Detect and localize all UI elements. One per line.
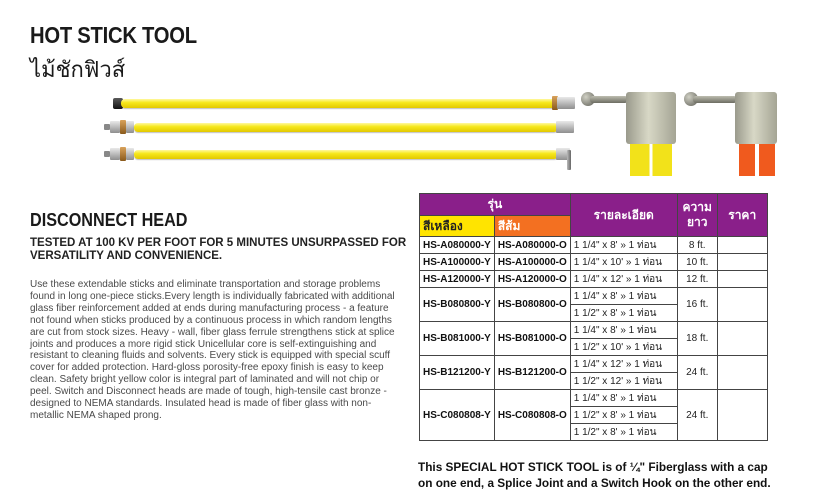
tested-statement: TESTED AT 100 KV PER FOOT FOR 5 MINUTES UNSURPASSED FOR VERSATILITY AND CONVENIENCE. [30, 237, 407, 262]
detail-cell: 1 1/4" x 12' » 1 ท่อน [570, 271, 677, 288]
price-cell [717, 254, 767, 271]
detail-cell: 1 1/4" x 8' » 1 ท่อน [570, 322, 677, 339]
price-cell [717, 237, 767, 254]
length-cell: 24 ft. [677, 390, 717, 441]
switch-hook [567, 150, 571, 170]
table-row [420, 390, 768, 407]
price-cell [717, 288, 767, 322]
orange-code: HS-A100000-O [494, 254, 570, 271]
length-header: ความ ยาว [677, 194, 717, 237]
table-row [420, 271, 768, 288]
price-header: ราคา [717, 194, 767, 237]
detail-cell: 1 1/4" x 10' » 1 ท่อน [570, 254, 677, 271]
spec-table [419, 193, 768, 441]
price-cell [717, 390, 767, 441]
length-cell: 10 ft. [677, 254, 717, 271]
detail-cell: 1 1/4" x 8' » 1 ท่อน [570, 237, 677, 254]
yellow-code: HS-A120000-Y [420, 271, 495, 288]
orange-code: HS-C080808-O [494, 390, 570, 441]
price-cell [717, 271, 767, 288]
head-pin [693, 96, 737, 103]
section-title: DISCONNECT HEAD [30, 210, 188, 230]
stick-3 [134, 150, 558, 159]
length-cell: 12 ft. [677, 271, 717, 288]
page-subtitle: ไม้ชักฟิวส์ [30, 58, 126, 83]
detail-cell: 1 1/4" x 8' » 1 ท่อน [570, 390, 677, 407]
head-pin [590, 96, 628, 103]
yellow-header: สีเหลือง [420, 216, 495, 237]
detail-cell: 1 1/2" x 8' » 1 ท่อน [570, 305, 677, 322]
orange-header: สีส้ม [494, 216, 570, 237]
footer-line-2: on one end, a Splice Joint and a Switch Hook on the other end. [418, 476, 771, 490]
head-housing [626, 92, 676, 144]
stick-collar [126, 148, 134, 160]
orange-code: HS-A080000-O [494, 237, 570, 254]
length-cell: 18 ft. [677, 322, 717, 356]
stick-1 [121, 99, 556, 108]
length-cell: 8 ft. [677, 237, 717, 254]
stick-collar [110, 121, 120, 133]
orange-code: HS-B081000-O [494, 322, 570, 356]
orange-code: HS-B121200-O [494, 356, 570, 390]
stick-2 [134, 123, 558, 132]
page-title: HOT STICK TOOL [30, 22, 197, 48]
detail-cell: 1 1/4" x 12' » 1 ท่อน [570, 356, 677, 373]
detail-cell: 1 1/4" x 8' » 1 ท่อน [570, 288, 677, 305]
table-row [420, 322, 768, 339]
pole-yellow [630, 144, 672, 176]
stick-collar [126, 121, 134, 133]
stick-collar [557, 97, 575, 109]
pole-orange [739, 144, 775, 176]
stick-collar [110, 148, 120, 160]
length-cell: 24 ft. [677, 356, 717, 390]
detail-header: รายละเอียด [570, 194, 677, 237]
product-description: Use these extendable sticks and eliminate transportation and storage problems found in long one-piece sticks.Every length is individually fabricated with additional glass fiber reinforcement added at ends during manufacturing process - a feature not found when sticks produced by a continuous process in which random lengths are cut from stock sizes. Heavy - wall, fiber glass ferrule strengthens stick at splice joints and produces a more rigid stick Unicellular core is self-extinguishing and resistant to cleaning fluids and solvents. Every stick is equipped with special scuff cover for added protection. Hard-gloss porosity-free epoxy finish is easy to keep clean. Safety bright yellow color is integral part of laminated and will not chip or peel. Switch and Disconnect heads are made of tough, high-tensile cast bronze - designed to NEMA standards. Insulated head is made of fiber glass with non-metallic NEMA shaped prong. [30, 279, 395, 421]
footer-line-1: This SPECIAL HOT STICK TOOL is of ¼" Fiberglass with a cap [418, 460, 768, 474]
model-header: รุ่น [420, 194, 571, 216]
detail-cell: 1 1/2" x 8' » 1 ท่อน [570, 407, 677, 424]
orange-code: HS-B080800-O [494, 288, 570, 322]
yellow-code: HS-A080000-Y [420, 237, 495, 254]
footer-note [418, 459, 808, 491]
orange-code: HS-A120000-O [494, 271, 570, 288]
yellow-code: HS-A100000-Y [420, 254, 495, 271]
head-housing [735, 92, 777, 144]
price-cell [717, 322, 767, 356]
yellow-code: HS-B081000-Y [420, 322, 495, 356]
yellow-code: HS-B080800-Y [420, 288, 495, 322]
table-row [420, 288, 768, 305]
table-row [420, 237, 768, 254]
stick-collar [556, 121, 574, 133]
detail-cell: 1 1/2" x 8' » 1 ท่อน [570, 424, 677, 441]
table-row [420, 356, 768, 373]
table-row [420, 254, 768, 271]
detail-cell: 1 1/2" x 12' » 1 ท่อน [570, 373, 677, 390]
yellow-code: HS-C080808-Y [420, 390, 495, 441]
detail-cell: 1 1/2" x 10' » 1 ท่อน [570, 339, 677, 356]
length-cell: 16 ft. [677, 288, 717, 322]
price-cell [717, 356, 767, 390]
yellow-code: HS-B121200-Y [420, 356, 495, 390]
